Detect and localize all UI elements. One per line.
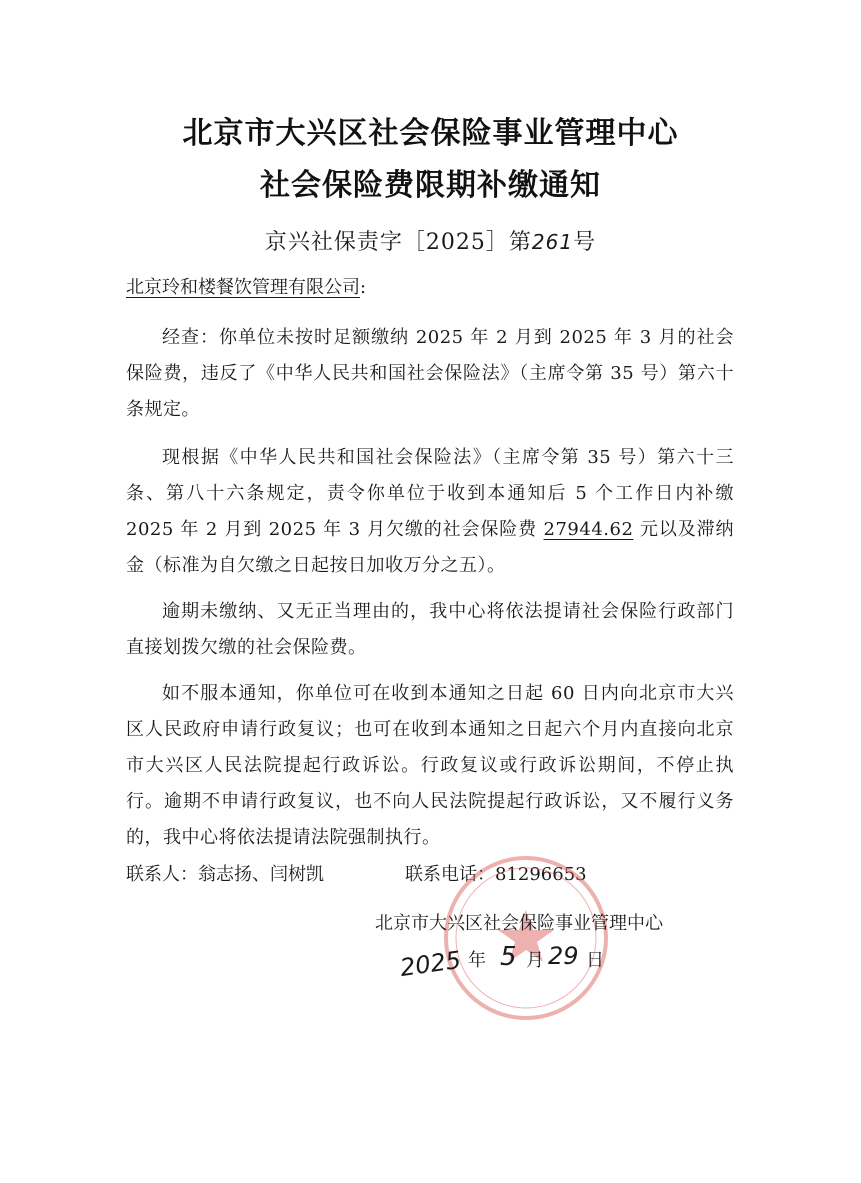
contact-phone-number: 81296653 <box>495 864 587 885</box>
addressee <box>126 273 366 299</box>
paragraph-appeal: 如不服本通知，你单位可在收到本通知之日起 60 日内向北京市大兴区人民政府申请行政复议；也可在收到本通知之日起六个月内直接向北京市大兴区人民法院提起行政诉讼。行政复议或行政诉讼期间，不停止执行。逾期不申请行政复议，也不向人民法院提起行政诉讼，又不履行义务的，我中心将依法提请法院强制执行。 <box>126 683 734 848</box>
paragraph-findings: 经查：你单位未按时足额缴纳 2025 年 2 月到 2025 年 3 月的社会保险费，违反了《中华人民共和国社会保险法》（主席令第 35 号）第六十条规定。 <box>126 327 734 420</box>
date-day-handwritten: 29 <box>548 942 579 970</box>
doc-number-prefix: 京兴社保责字［2025］第 <box>264 230 532 255</box>
page-subtitle: 社会保险费限期补缴通知 <box>260 168 601 203</box>
date-month-handwritten: 5 <box>500 942 517 972</box>
date-month-char: 月 <box>526 950 544 971</box>
official-seal-stamp <box>440 852 612 1024</box>
date-year-handwritten: 2025 <box>398 945 463 983</box>
paragraph-order <box>126 440 734 584</box>
order-text-after: 元以及滞纳金（标准为自欠缴之日起按日加收万分之五）。 <box>126 519 734 576</box>
order-text-before: 现根据《中华人民共和国社会保险法》（主席令第 35 号）第六十三条、第八十六条规定，责令你单位于收到本通知后 5 个工作日内补缴 2025 年 2 月到 2025 年 3 月欠缴的社会保险费 <box>126 447 734 540</box>
signing-date <box>400 942 630 992</box>
signing-organization: 北京市大兴区社会保险事业管理中心 <box>375 913 663 934</box>
addressee-name: 北京玲和楼餐饮管理有限公司 <box>126 277 360 298</box>
contact-person-names: 翁志扬、闫树凯 <box>198 864 324 885</box>
date-year-char: 年 <box>468 950 486 971</box>
paragraph-overdue: 逾期未缴纳、又无正当理由的，我中心将依法提请社会保险行政部门直接划拨欠缴的社会保险费。 <box>126 601 734 658</box>
contact-person <box>126 860 324 886</box>
contact-phone-label: 联系电话： <box>405 864 495 885</box>
doc-number-suffix: 号 <box>573 230 597 255</box>
document-number <box>0 225 861 256</box>
contact-person-label: 联系人： <box>126 864 198 885</box>
page-title: 北京市大兴区社会保险事业管理中心 <box>182 116 679 151</box>
doc-number-handwritten: 261 <box>531 230 574 254</box>
addressee-colon: : <box>360 277 367 298</box>
date-day-char: 日 <box>586 950 604 971</box>
arrears-amount: 27944.62 <box>543 519 634 540</box>
